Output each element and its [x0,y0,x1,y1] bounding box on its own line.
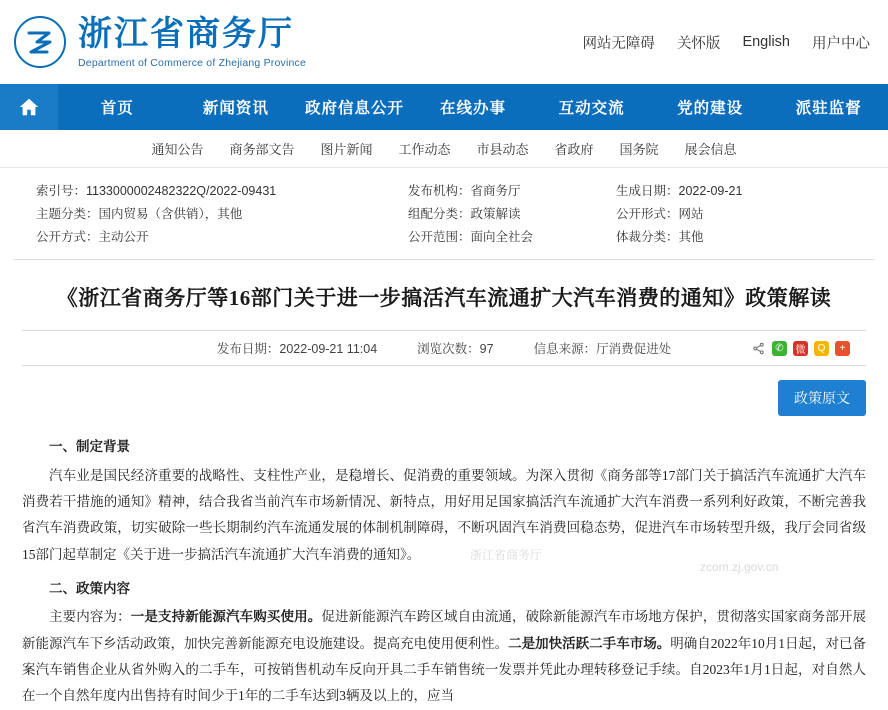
section-2-heading: 二、政策内容 [49,580,130,596]
meta-group-category: 组配分类：政策解读 [408,207,521,222]
site-logo-text[interactable] [78,15,306,69]
site-header [0,0,888,84]
nav-item-party-building[interactable]: 党的建设 [677,100,744,117]
subnav-item-provincial-gov[interactable]: 省政府 [554,142,594,157]
document-info-bar [22,330,866,366]
zhejiang-commerce-logo-icon[interactable] [14,16,66,68]
view-count: 浏览次数：97 [417,342,494,357]
subnav-item-city-county-updates[interactable]: 市县动态 [476,142,529,157]
section-2-point-1-text: 促进新能源汽车跨区域自由流通，破除新能源汽车市场地方保护，贯彻落实国家商务部开展新能源汽车下乡活动政策，加快完善新能源充电设施建设。提高充电使用便利性。 [22,609,867,651]
page-title: 《浙江省商务厅等16部门关于进一步搞活汽车流通扩大汽车消费的通知》政策解读 [56,286,832,311]
qzone-icon[interactable]: Q [814,341,829,356]
section-2-paragraph [22,604,866,709]
nav-item-online-service[interactable]: 在线办事 [440,100,507,117]
sub-navigation [0,130,888,168]
info-source: 信息来源：厅消费促进处 [533,342,672,357]
wechat-icon[interactable]: ✆ [772,341,787,356]
nav-item-supervision[interactable]: 派驻监督 [795,100,862,117]
header-link-english[interactable]: English [742,34,790,50]
nav-item-home[interactable]: 首页 [100,100,134,117]
more-share-icon[interactable]: + [835,341,850,356]
subnav-item-work-updates[interactable]: 工作动态 [398,142,451,157]
policy-button-row [0,366,888,416]
section-1-heading: 一、制定背景 [49,439,130,455]
home-icon[interactable] [0,84,58,130]
site-title-en: Department of Commerce of Zhejiang Province [78,57,307,70]
subnav-item-photo-news[interactable]: 图片新闻 [320,142,373,157]
header-utility-links [582,32,870,53]
subnav-item-notices[interactable]: 通知公告 [151,142,204,157]
nav-item-list [58,84,888,130]
section-2-point-2-text: 明确自2022年10月1日起，对已备案汽车销售企业从省外购入的二手车，可按销售机动车反向开具二手车销售统一发票并凭此办理转移登记手续。自2023年1月1日起，对自然人在一个自然年度内出售持有时间少于1年的二手车达到3辆及以上的，应当 [22,635,867,704]
meta-topic-category: 主题分类：国内贸易（含供销），其他 [36,207,243,222]
meta-disclosure-scope: 公开范围：面向全社会 [408,230,534,245]
document-metadata [14,168,874,260]
share-icon[interactable] [751,341,766,356]
subnav-item-exhibition-info[interactable]: 展会信息 [684,142,737,157]
nav-item-gov-info[interactable]: 政府信息公开 [304,100,404,117]
header-link-accessibility[interactable]: 网站无障碍 [582,35,655,52]
meta-generation-date: 生成日期：2022-09-21 [616,184,743,198]
sina-weibo-icon[interactable]: 微 [793,341,808,356]
watermark-domain: zcom.zj.gov.cn [700,560,779,574]
document-body [0,416,888,709]
metadata-column-2 [408,180,616,249]
section-2-point-2-label: 二是加快活跃二手车市场。 [508,635,671,651]
watermark-agency: 浙江省商务厅 [470,548,543,562]
nav-item-interaction[interactable]: 互动交流 [558,100,625,117]
metadata-column-1 [36,180,408,249]
meta-index-number: 索引号：1133000002482322Q/2022-09431 [36,184,277,198]
meta-disclosure-method: 公开方式：主动公开 [36,230,149,245]
header-link-user-center[interactable]: 用户中心 [812,35,870,52]
policy-original-text-button[interactable]: 政策原文 [778,380,866,416]
section-2-prefix: 主要内容为： [49,609,131,625]
metadata-column-3 [616,180,836,249]
meta-genre-category: 体裁分类：其他 [616,230,704,245]
meta-issuing-agency: 发布机构：省商务厅 [408,184,521,198]
publish-date: 发布日期：2022-09-21 11:04 [216,342,378,357]
section-2-point-1-label: 一是支持新能源汽车购买使用。 [130,609,322,625]
section-1-paragraph: 汽车业是国民经济重要的战略性、支柱性产业，是稳增长、促消费的重要领域。为深入贯彻《商务部等17部门关于搞活汽车流通扩大汽车消费若干措施的通知》精神，结合我省当前汽车市场新情况、新特点，用好用足国家搞活汽车流通扩大汽车消费一系列利好政策，不断完善我省汽车消费政策，切实破除一些长期制约汽车流通发展的体制机制障碍，不断巩固汽车消费回稳态势，促进汽车市场转型升级，我厅会同省级15部门起草制定《关于进一步搞活汽车流通扩大汽车消费的通知》。 [22,467,866,562]
subnav-item-mofcom-bulletin[interactable]: 商务部文告 [229,142,295,157]
main-navigation [0,84,888,130]
subnav-item-state-council[interactable]: 国务院 [619,142,659,157]
header-link-care-version[interactable]: 关怀版 [676,35,721,52]
share-group [751,341,850,356]
meta-disclosure-form: 公开形式：网站 [616,207,704,222]
site-title-cn: 浙江省商务厅 [78,15,294,53]
nav-item-news[interactable]: 新闻资讯 [202,100,269,117]
